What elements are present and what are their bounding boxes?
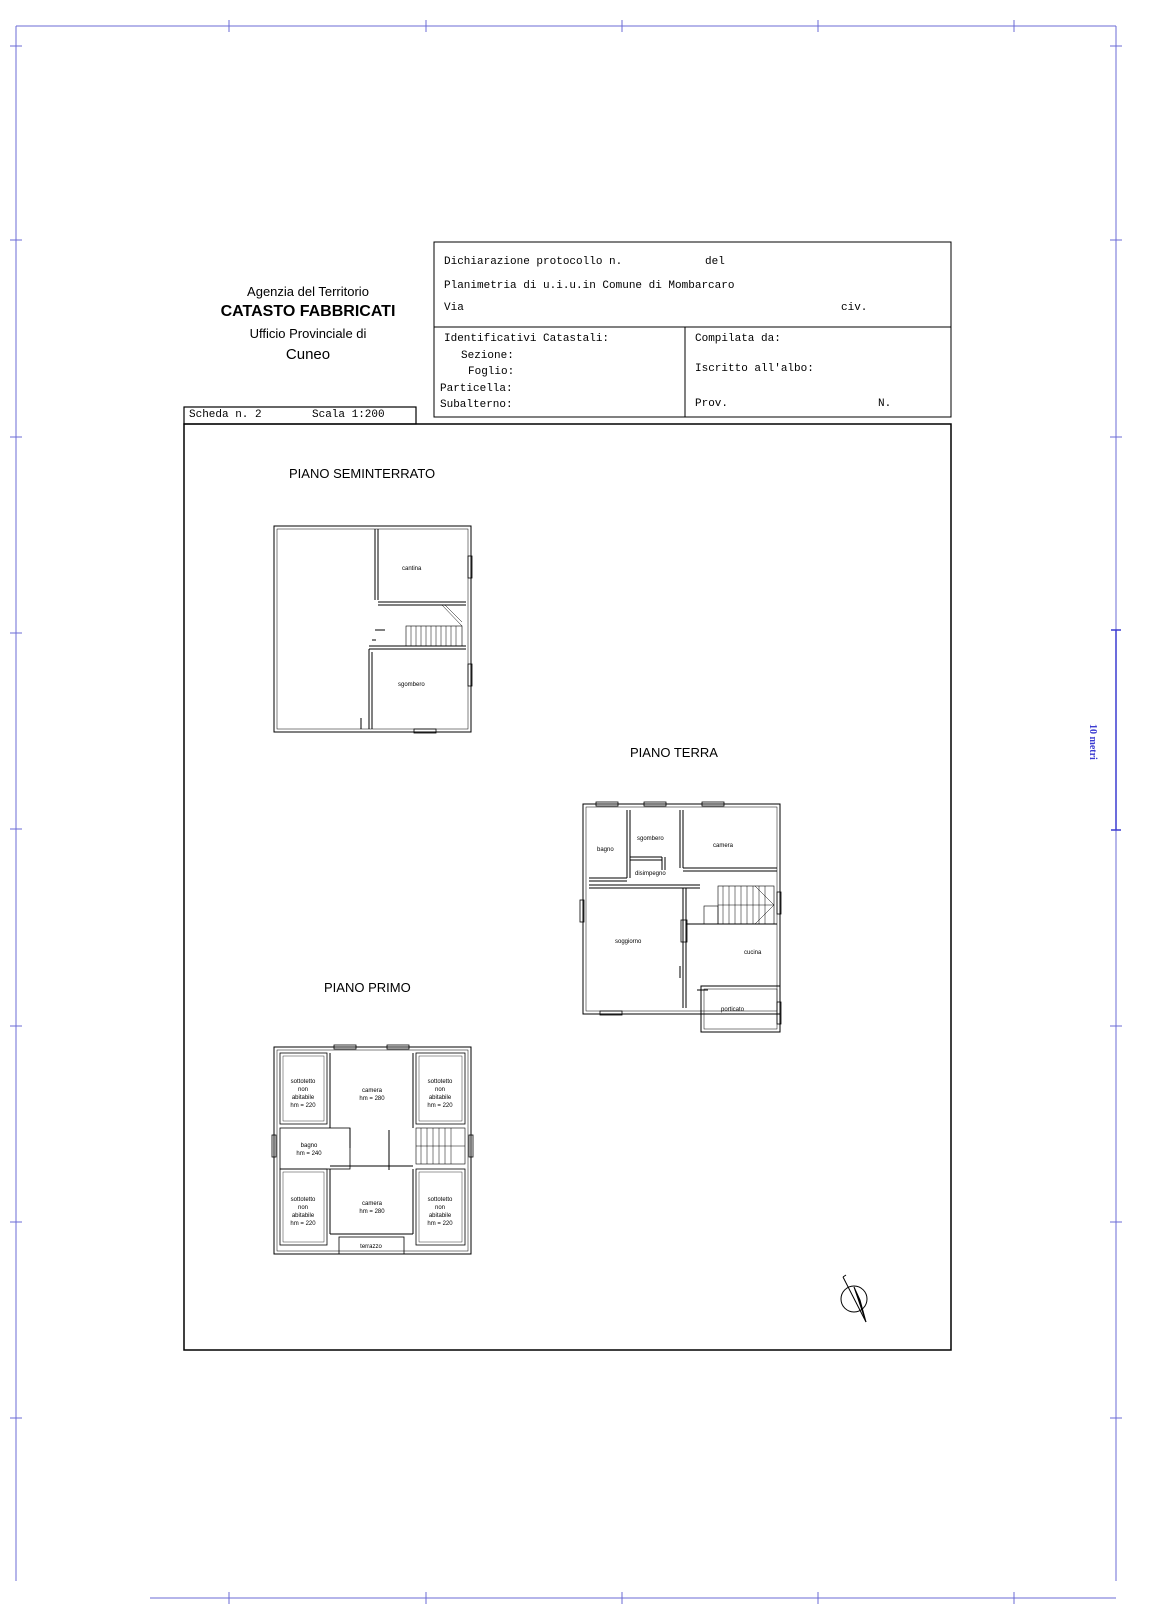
room-label: bagno [597,847,614,853]
office-label: Ufficio Provinciale di [249,326,367,341]
floor-title-seminterrato: PIANO SEMINTERRATO [289,466,436,481]
plan-seminterrato [274,526,472,733]
room-label: sottotetto non abitabile hm = 220 [427,1079,453,1109]
room-label: camera [713,843,734,849]
via-label: Via [444,302,464,314]
room-label: sgombero [398,682,425,688]
foglio-label: Foglio: [468,366,515,378]
office-city: Cuneo [285,346,331,363]
scale-bar-label: 10 metri [1087,724,1098,760]
room-label: camera hm = 280 [359,1201,385,1215]
scale-bar [1111,630,1121,830]
subalterno-label: Subalterno: [440,399,513,411]
room-label: sottotetto non abitabile hm = 220 [427,1197,453,1227]
room-label: camera hm = 280 [359,1088,385,1102]
room-label: sottotetto non abitabile hm = 220 [290,1079,316,1109]
planimetria-label: Planimetria di u.i.u.in Comune di Mombarcaro [444,280,735,292]
room-label: terrazzo [360,1244,382,1250]
plan-terra [580,802,781,1032]
north-arrow-icon [841,1275,867,1322]
protocol-label: Dichiarazione protocollo n. [444,256,623,268]
room-label: sottotetto non abitabile hm = 220 [290,1197,316,1227]
room-label: bagno hm = 240 [296,1143,322,1157]
civ-label: civ. [841,302,868,314]
compilata-label: Compilata da: [695,333,781,345]
room-label: cantina [402,566,422,572]
scheda-number: Scheda n. 2 [189,409,262,421]
room-label: sgombero [637,836,664,842]
room-label: disimpegno [635,871,666,877]
prov-label: Prov. [695,398,729,410]
scale-label: Scala 1:200 [312,409,385,421]
del-label: del [705,256,725,268]
identifiers-title: Identificativi Catastali: [444,333,610,345]
sezione-label: Sezione: [461,350,514,362]
n-label: N. [878,398,892,410]
iscritto-label: Iscritto all'albo: [695,363,814,375]
room-label: cucina [744,950,762,956]
room-label: porticato [721,1007,745,1013]
floor-title-terra: PIANO TERRA [630,745,718,760]
particella-label: Particella: [440,383,513,395]
floor-title-primo: PIANO PRIMO [324,980,411,995]
room-label: soggiorno [615,939,642,945]
agency-name: Agenzia del Territorio [247,284,369,299]
catasto-title: CATASTO FABBRICATI [220,303,396,320]
